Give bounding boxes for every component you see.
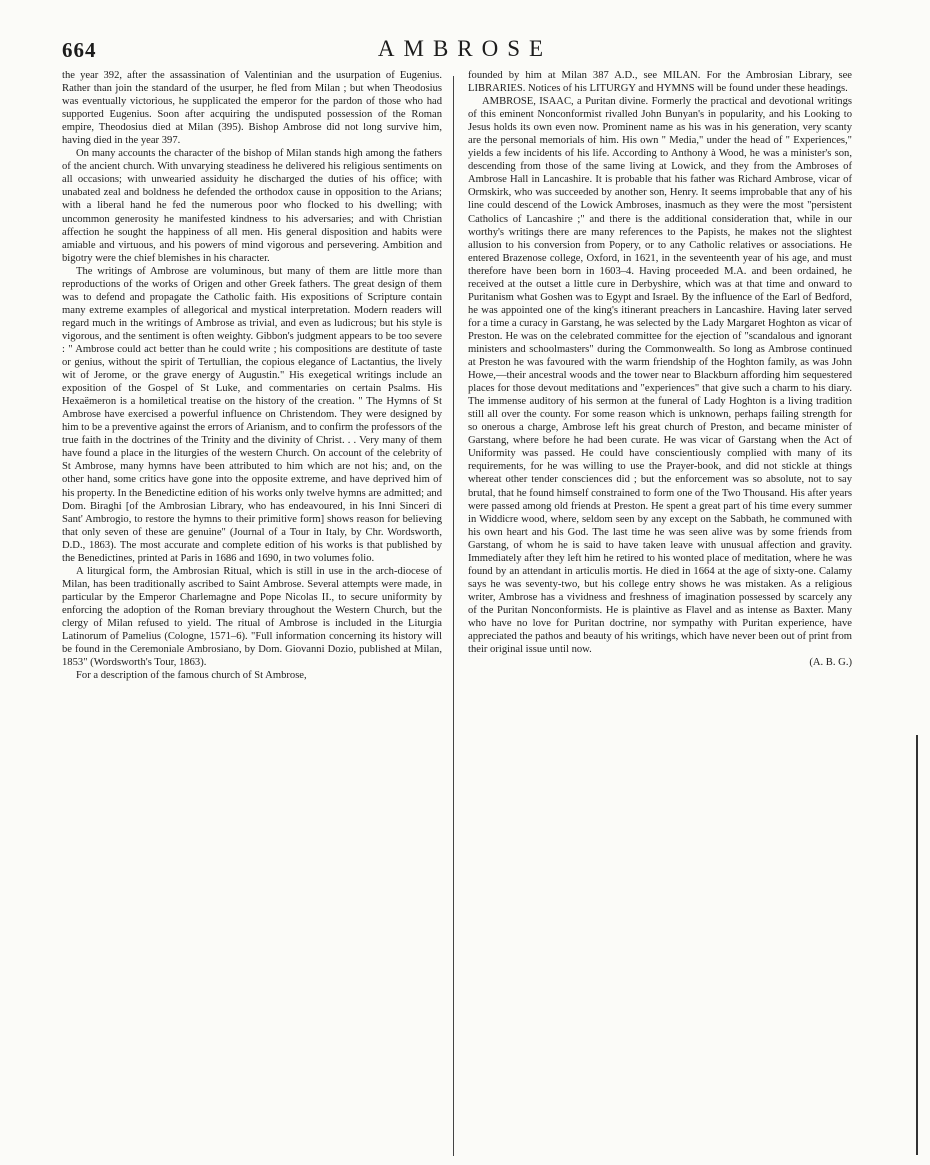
paragraph: A liturgical form, the Ambrosian Ritual, which is still in use in the arch-diocese of Milan, has been traditionally ascribed to Saint Ambrose. Several attempts were made, in particular by the Emperor Charlemagne and Pope Nicolas II., to secure uniformity by enforcing the adoption of the Roman breviary throughout the Western Church, but the clergy of Milan refused to yield. The ritual of Ambrose is included in the Liturgia Latinorum of Pamelius (Cologne, 1571–6). "Full information concerning its history will be found in the Ceremoniale Ambrosiano, by Dom. Giovanni Dozio, published at Milan, 1853" (Wordsworth's Tour, 1863). (62, 565, 442, 669)
paragraph: the year 392, after the assassination of Valentinian and the usurpation of Eugenius. Rather than join the standard of the usurper, he fled from Milan ; but when Theodosius was eventually victorious, he supplicated the emperor for the pardon of those who had supported Eugenius. Soon after acquiring the undisputed possession of the Roman empire, Theodosius died at Milan (395). Bishop Ambrose did not long survive him, having died in the year 397. (62, 70, 442, 147)
right-column (468, 69, 852, 669)
left-column (62, 69, 442, 682)
page-edge (916, 735, 918, 1155)
column-divider (453, 76, 454, 1156)
paragraph: AMBROSE, ISAAC, a Puritan divine. Formerly the practical and devotional writings of this eminent Nonconformist rivalled John Bunyan's in popularity, and his Looking to Jesus holds its own even now. Prominent name as his was in his generation, very scanty are the personal memorials of him. His own " Media," under the head of " Experiences," yields a few incidents of his life. According to Anthony à Wood, he was a minister's son, descending from those of the same living at Lowick, and they from the Ambroses of Ambrose Hall in Lancashire. It is probable that his father was Richard Ambrose, vicar of Ormskirk, who was succeeded by another son, Henry. It seems improbable that any of his line could descend of the Lowick Ambroses, inasmuch as they were the most "persistent Catholics of Lancashire ;" and there is the additional consideration that, while in our worthy's writings there are many references to the Papists, he makes not the slightest allusion to his conversion from Popery, or to any Catholic relatives or associations. He entered Brazenose college, Oxford, in 1621, in the seventeenth year of his age, and must therefore have been born in 1603–4. Having proceeded M.A. and been ordained, he received at the outset a little cure in Derbyshire, which was at that time and onward to Puritanism what Goshen was to Egypt and Israel. By the influence of the Earl of Bedford, he was appointed one of the king's itinerant preachers in Lancashire. Having later served for a time a curacy in Garstang, he was selected by the Lady Margaret Hoghton as vicar of Preston. He was on the celebrated committee for the ejection of "scandalous and ignorant ministers and schoolmasters" during the Commonwealth. So long as Ambrose continued at Preston he was favoured with the warm friendship of the Hoghton family, as was John Howe,—their ancestral woods and the tower near to Blackburn affording him sequestered places for those devout meditations and "experiences" that give such a charm to his diary. The immense auditory of his sermon at the funeral of Lady Hoghton is a living tradition still all over the county. For some reason which is unknown, perhaps failing strength for so onerous a charge, Ambrose left his great church of Preston, and became minister of Garstang, where before he had been curate. He was vicar of Garstang when the Act of Uniformity was passed. He could have conscientiously complied with many of its requirements, for he was willing to use the Prayer-book, and did not stickle at things whereat other tender consciences did ; but the enforcement was so absolute, not to say brutal, that he found himself constrained to form one of the Two Thousand. His after years were passed among old friends at Preston. He spent a great part of his time every summer in Widdicre wood, where, seldom seen by any except on the Sabbath, he communed with his own heart and his God. The last time he was seen alive was by some friends from Garstang, of whom he is said to have taken leave with unusual affection and gravity. Immediately after they left him he retired to his wonted place of meditation, where he was found by an attendant in articulis mortis. He died in 1664 at the age of sixty-one. Calamy says he was seventy-two, but his college entry shows he was mistaken. As a religious writer, Ambrose has a vividness and freshness of imagination possessed by scarcely any of the Puritan Nonconformists. He is plaintive as Flavel and as intense as Baxter. Many who have no love for Puritan doctrine, nor sympathy with Puritan experience, have appreciated the pathos and beauty of his writings, which have never been out of print from their original issue until now. (468, 96, 852, 656)
page-number: 664 (62, 38, 97, 62)
page-header (0, 0, 930, 70)
author-signature: (A. B. G.) (809, 657, 852, 669)
paragraph: The writings of Ambrose are voluminous, but many of them are little more than reproductions of the works of Origen and other Greek fathers. The great design of them was to defend and propagate the Catholic faith. His expositions of Scripture contain many extreme examples of allegorical and mystical interpretation. Modern readers will regard much in the writings of Ambrose as trivial, and even as ludicrous; but his style is vigorous, and the sentiment is often weighty. Gibbon's judgment appears to be too severe : " Ambrose could act better than he could write ; his compositions are destitute of taste or genius, without the spirit of Tertullian, the copious elegance of Lactantius, the lively wit of Jerome, or the grave energy of Augustin." His exegetical writings include an exposition of the Gospel of St Luke, and commentaries on certain Psalms. His Hexaëmeron is a homiletical treatise on the history of the creation. " The Hymns of St Ambrose have exercised a powerful influence on Christendom. They were designed by him to be a preventive against the errors of Arianism, and to confirm the professors of the true faith in the doctrines of the Trinity and the divinity of Christ. . . Very many of them have found a place in the liturgies of the western Church. On account of the celebrity of St Ambrose, many hymns have been attributed to him which are not his; and, on the other hand, some critics have gone into the opposite extreme, and have deprived him of his property. In the Benedictine edition of his works only twelve hymns are admitted; and Dom. Biraghi [of the Ambrosian Library, who has endeavoured, in his Inni Sinceri di Sant' Ambrogio, to restore the hymns to their primitive form] shows reason for believing that only seven of these are genuine" (Journal of a Tour in Italy, by Chr. Wordsworth, D.D., 1863). The most accurate and complete edition of his works is that published by the Benedictines, printed at Paris in 1686 and 1690, in two volumes folio. (62, 265, 442, 564)
paragraph: founded by him at Milan 387 A.D., see MILAN. For the Ambrosian Library, see LIBRARIES. Notices of his LITURGY and HYMNS will be found under these headings. (468, 70, 852, 95)
running-head: AMBROSE (377, 36, 553, 61)
paragraph: For a description of the famous church of St Ambrose, (76, 670, 307, 682)
paragraph: On many accounts the character of the bishop of Milan stands high among the fathers of the ancient church. With unvarying steadiness he delivered his religious sentiments on all occasions; with unwearied assiduity he discharged the duties of his office; with unabated zeal and boldness he defended the orthodox cause in opposition to the Arians; with a liberal hand he fed the numerous poor who flocked to his dwelling; with uncommon generosity he manifested kindness to his adversaries; and with Christian affection he sought the happiness of all men. His general disposition and habits were amiable and virtuous, and his powers of mind vigorous and persevering. Ambition and bigotry were the chief blemishes in his character. (62, 148, 442, 264)
